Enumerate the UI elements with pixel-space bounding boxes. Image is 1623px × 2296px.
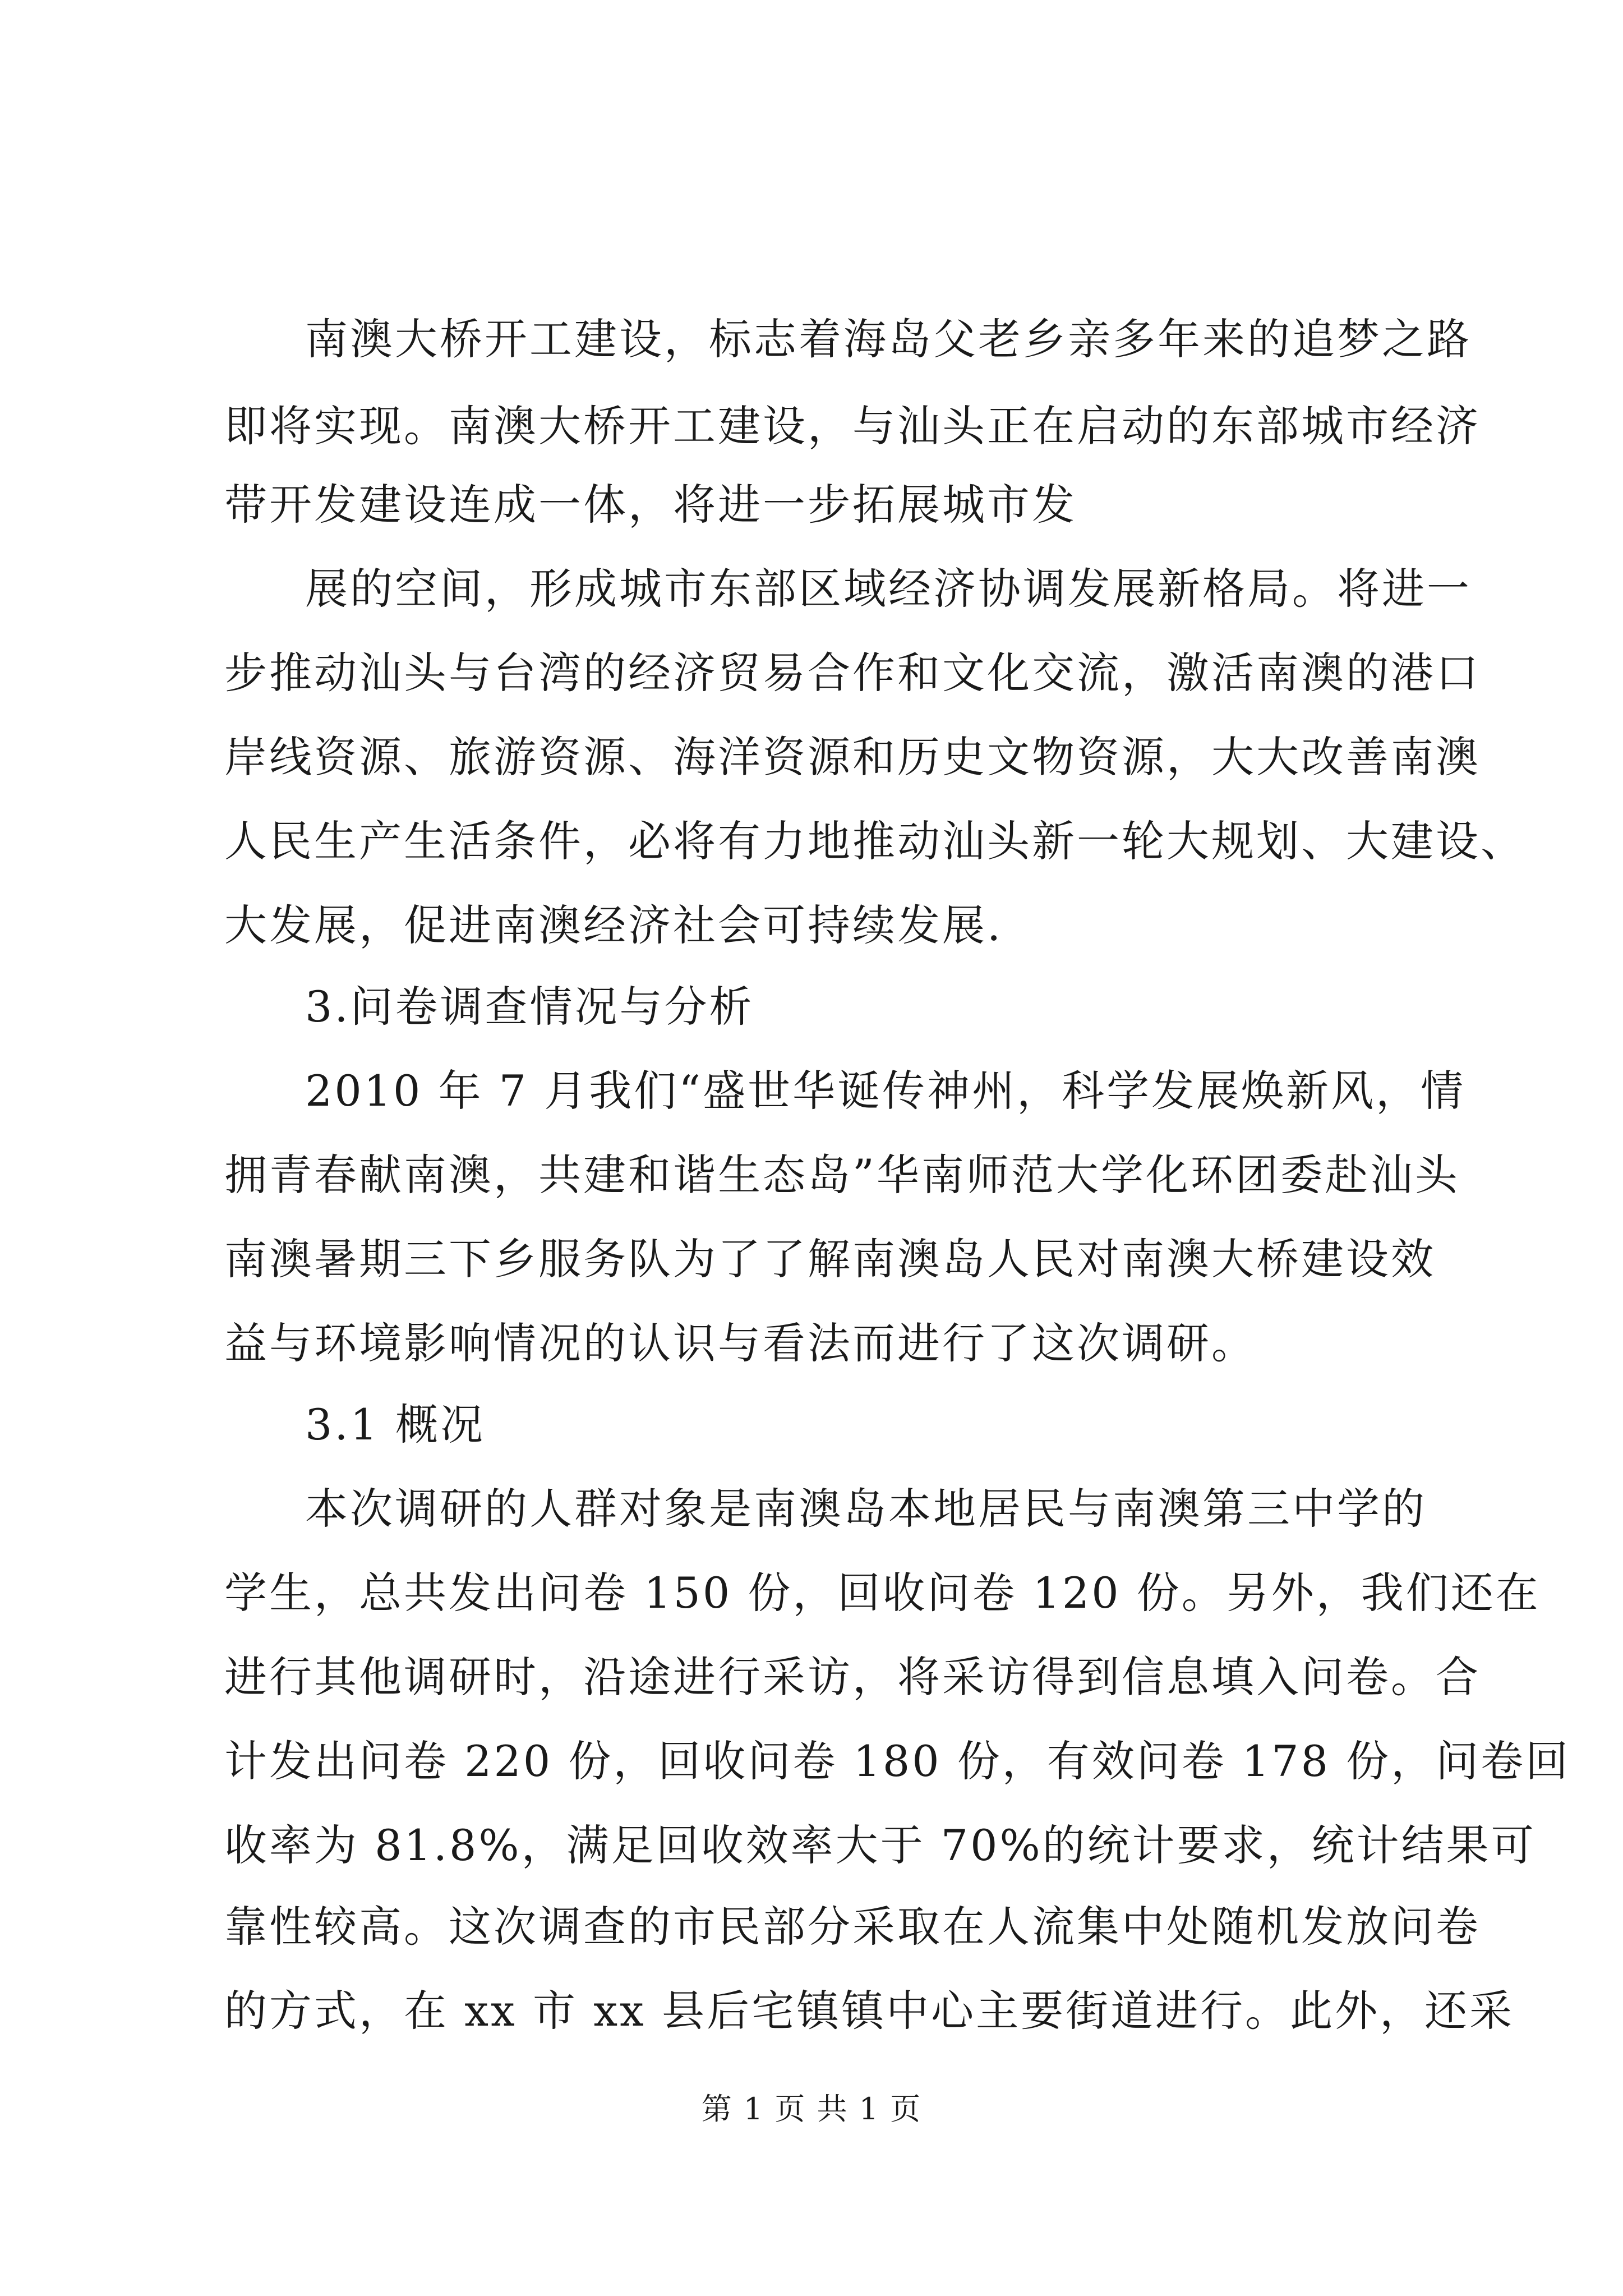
text-line: 收率为 81.8%，满足回收效率大于 70%的统计要求，统计结果可 (224, 1820, 1536, 1870)
text-line: 带开发建设连成一体，将进一步拓展城市发 (224, 480, 1077, 530)
text-line: 靠性较高。这次调查的市民部分采取在人流集中处随机发放问卷 (224, 1902, 1481, 1952)
text-line: 拥青春献南澳，共建和谐生态岛”华南师范大学化环团委赴汕头 (224, 1150, 1460, 1200)
text-line: 步推动汕头与台湾的经济贸易合作和文化交流，激活南澳的港口 (224, 648, 1481, 698)
text-line: 益与环境影响情况的认识与看法而进行了这次调研。 (224, 1318, 1256, 1368)
text-line: 计发出问卷 220 份，回收问卷 180 份，有效问卷 178 份，问卷回 (224, 1736, 1571, 1786)
text-line: 岸线资源、旅游资源、海洋资源和历史文物资源，大大改善南澳 (224, 732, 1481, 782)
text-line: 大发展，促进南澳经济社会可持续发展. (224, 900, 1003, 950)
section-heading: 3.问卷调查情况与分析 (305, 982, 754, 1032)
text-line: 2010 年 7 月我们“盛世华诞传神州，科学发展焕新风，情 (305, 1066, 1466, 1116)
text-line: 本次调研的人群对象是南澳岛本地居民与南澳第三中学的 (305, 1484, 1427, 1534)
text-line: 进行其他调研时，沿途进行采访，将采访得到信息填入问卷。合 (224, 1652, 1481, 1702)
text-line: 南澳暑期三下乡服务队为了了解南澳岛人民对南澳大桥建设效 (224, 1234, 1436, 1284)
page-footer: 第 1 页 共 1 页 (701, 2091, 922, 2127)
text-line: 学生，总共发出问卷 150 份，回收问卷 120 份。另外，我们还在 (224, 1568, 1541, 1618)
section-heading: 3.1 概况 (305, 1400, 486, 1450)
text-line: 南澳大桥开工建设，标志着海岛父老乡亲多年来的追梦之路 (305, 314, 1472, 364)
text-line: 展的空间，形成城市东部区域经济协调发展新格局。将进一 (305, 564, 1472, 614)
text-line: 即将实现。南澳大桥开工建设，与汕头正在启动的东部城市经济 (224, 401, 1481, 451)
text-line: 的方式，在 xx 市 xx 县后宅镇镇中心主要街道进行。此外，还采 (224, 1986, 1515, 2036)
text-line: 人民生产生活条件，必将有力地推动汕头新一轮大规划、大建设、 (224, 816, 1525, 866)
